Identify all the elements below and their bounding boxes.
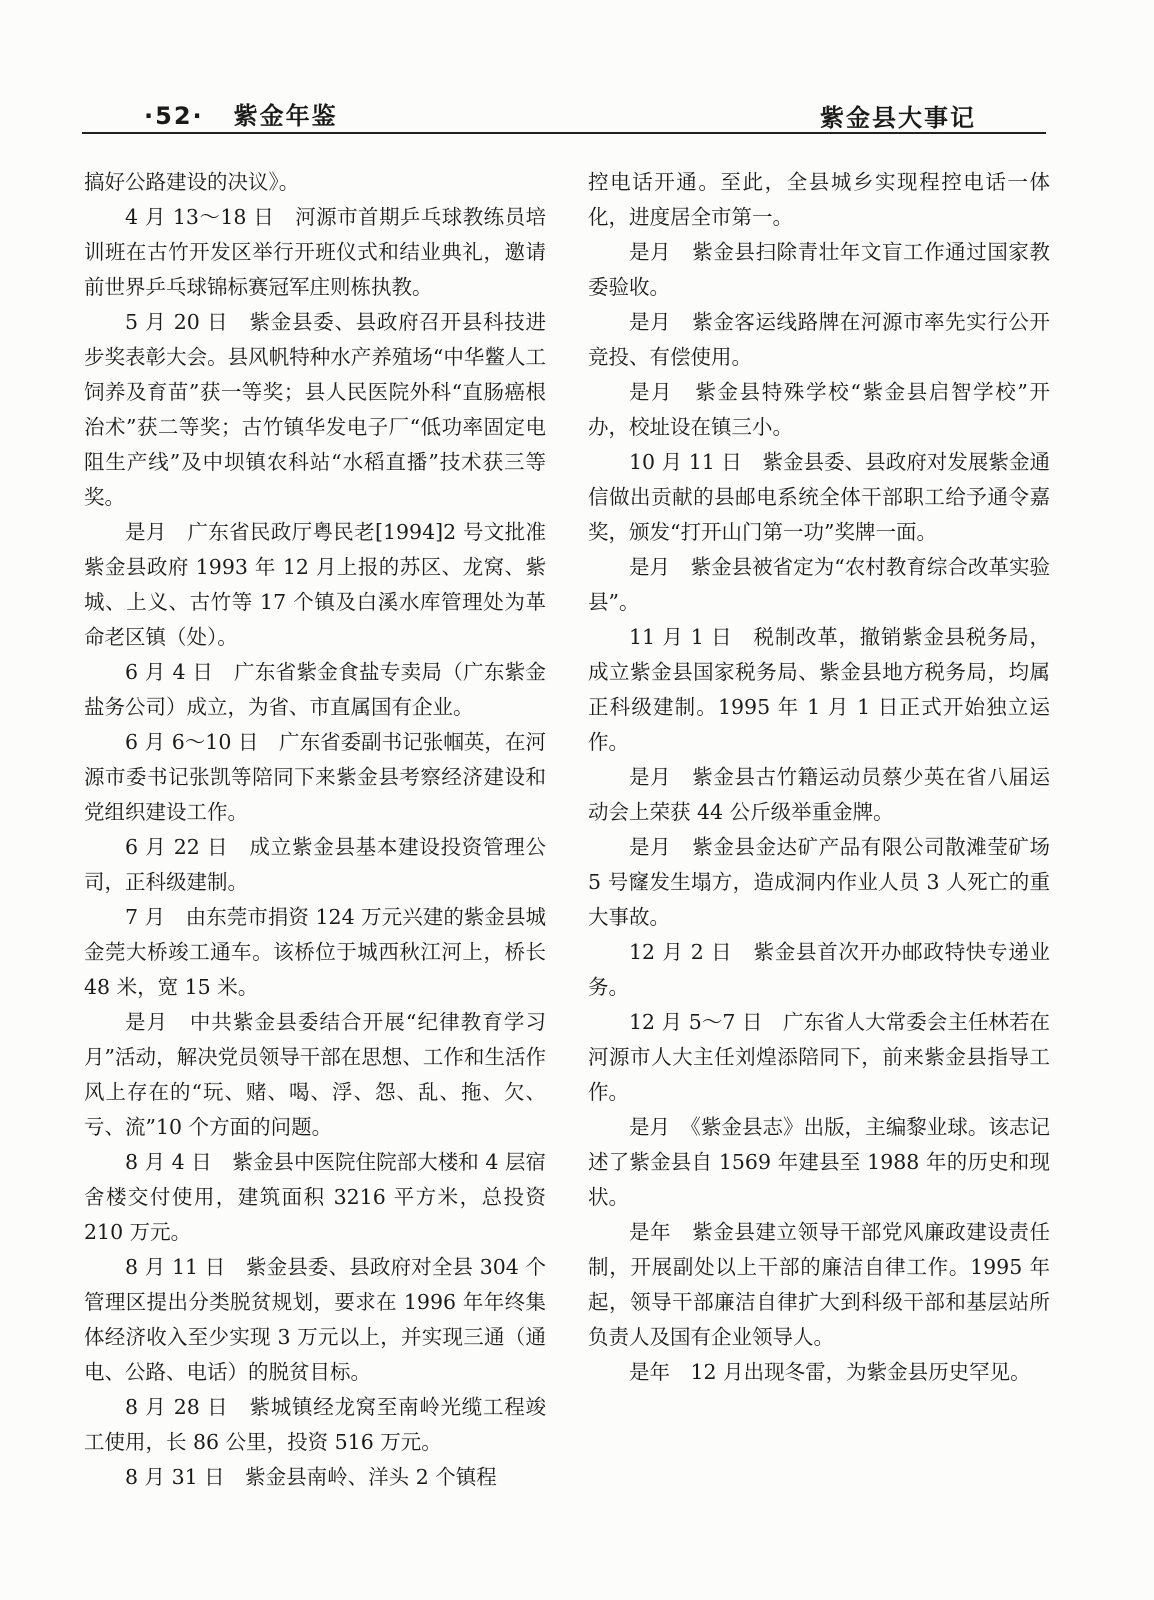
paragraph: 是月 中共紫金县委结合开展“纪律教育学习月”活动，解决党员领导干部在思想、工作和生活作风上存在的“玩、赌、喝、浮、怨、乱、拖、欠、亏、流”10 个方面的问题。 xyxy=(84,1010,546,1139)
paragraph: 12 月 2 日 紫金县首次开办邮政特快专递业务。 xyxy=(588,940,1050,999)
book-title: 紫金年鉴 xyxy=(233,102,338,130)
paragraph: 12 月 5～7 日 广东省人大常委会主任林若在河源市人大主任刘煌添陪同下，前来紫金县指导工作。 xyxy=(588,1010,1050,1104)
paragraph: 是年 紫金县建立领导干部党风廉政建设责任制，开展副处以上干部的廉洁自律工作。1995 年起，领导干部廉洁自律扩大到科级干部和基层站所负责人及国有企业领导人。 xyxy=(588,1220,1050,1349)
paragraph: 8 月 28 日 紫城镇经龙窝至南岭光缆工程竣工使用，长 86 公里，投资 516 万元。 xyxy=(84,1395,546,1454)
page-number: ·52· xyxy=(144,102,204,130)
header-left xyxy=(144,96,338,131)
paragraph: 是月 紫金县特殊学校“紫金县启智学校”开办，校址设在镇三小。 xyxy=(588,380,1050,439)
paragraph: 7 月 由东莞市捐资 124 万元兴建的紫金县城金莞大桥竣工通车。该桥位于城西秋江河上，桥长 48 米，宽 15 米。 xyxy=(84,905,546,999)
paragraph: 是月 紫金县扫除青壮年文盲工作通过国家教委验收。 xyxy=(588,240,1050,299)
paragraph: 是月 《紫金县志》出版，主编黎业球。该志记述了紫金县自 1569 年建县至 1988 年的历史和现状。 xyxy=(588,1115,1050,1209)
paragraph: 8 月 11 日 紫金县委、县政府对全县 304 个管理区提出分类脱贫规划，要求在 1996 年年终集体经济收入至少实现 3 万元以上，并实现三通（通电、公路、电话）的脱贫目标。 xyxy=(84,1255,546,1384)
paragraph: 搞好公路建设的决议》。 xyxy=(84,170,300,194)
paragraph: 是月 广东省民政厅粤民老[1994]2 号文批准紫金县政府 1993 年 12 月上报的苏区、龙窝、紫城、上义、古竹等 17 个镇及白溪水库管理处为革命老区镇（处）。 xyxy=(84,520,546,649)
paragraph: 是月 紫金客运线路牌在河源市率先实行公开竞投、有偿使用。 xyxy=(588,310,1050,369)
header-rule xyxy=(82,132,1046,134)
paragraph: 6 月 22 日 成立紫金县基本建设投资管理公司，正科级建制。 xyxy=(84,835,546,894)
paragraph: 8 月 4 日 紫金县中医院住院部大楼和 4 层宿舍楼交付使用，建筑面积 3216 平方米，总投资 210 万元。 xyxy=(84,1150,546,1244)
paragraph: 10 月 11 日 紫金县委、县政府对发展紫金通信做出贡献的县邮电系统全体干部职工给予通令嘉奖，颁发“打开山门第一功”奖牌一面。 xyxy=(588,450,1050,544)
paragraph: 8 月 31 日 紫金县南岭、洋头 2 个镇程 xyxy=(125,1465,497,1489)
paragraph: 6 月 4 日 广东省紫金食盐专卖局（广东紫金盐务公司）成立，为省、市直属国有企业。 xyxy=(84,660,546,719)
paragraph: 6 月 6～10 日 广东省委副书记张帼英，在河源市委书记张凯等陪同下来紫金县考察经济建设和党组织建设工作。 xyxy=(84,730,546,824)
paragraph: 是月 紫金县被省定为“农村教育综合改革实验县”。 xyxy=(588,555,1050,614)
paragraph: 11 月 1 日 税制改革，撤销紫金县税务局，成立紫金县国家税务局、紫金县地方税务局，均属正科级建制。1995 年 1 月 1 日正式开始独立运作。 xyxy=(588,625,1050,754)
page-header xyxy=(82,88,1046,134)
section-title: 紫金县大事记 xyxy=(820,104,976,132)
left-column xyxy=(84,165,546,1495)
paragraph: 5 月 20 日 紫金县委、县政府召开县科技进步奖表彰大会。县风帆特种水产养殖场“中华鳖人工饲养及育苗”获一等奖；县人民医院外科“直肠癌根治术”获二等奖；古竹镇华发电子厂“低功率固定电阻生产线”及中坝镇农科站“水稻直播”技术获三等奖。 xyxy=(84,310,546,509)
paragraph: 是月 紫金县金达矿产品有限公司散滩莹矿场 5 号窿发生塌方，造成洞内作业人员 3 人死亡的重大事故。 xyxy=(588,835,1050,929)
right-column xyxy=(588,165,1050,1390)
paragraph: 控电话开通。至此，全县城乡实现程控电话一体化，进度居全市第一。 xyxy=(588,170,1050,229)
paragraph: 是月 紫金县古竹籍运动员蔡少英在省八届运动会上荣获 44 公斤级举重金牌。 xyxy=(588,765,1050,824)
paragraph: 4 月 13～18 日 河源市首期乒乓球教练员培训班在古竹开发区举行开班仪式和结业典礼，邀请前世界乒乓球锦标赛冠军庄则栋执教。 xyxy=(84,205,546,299)
paragraph: 是年 12 月出现冬雷，为紫金县历史罕见。 xyxy=(629,1360,1031,1384)
